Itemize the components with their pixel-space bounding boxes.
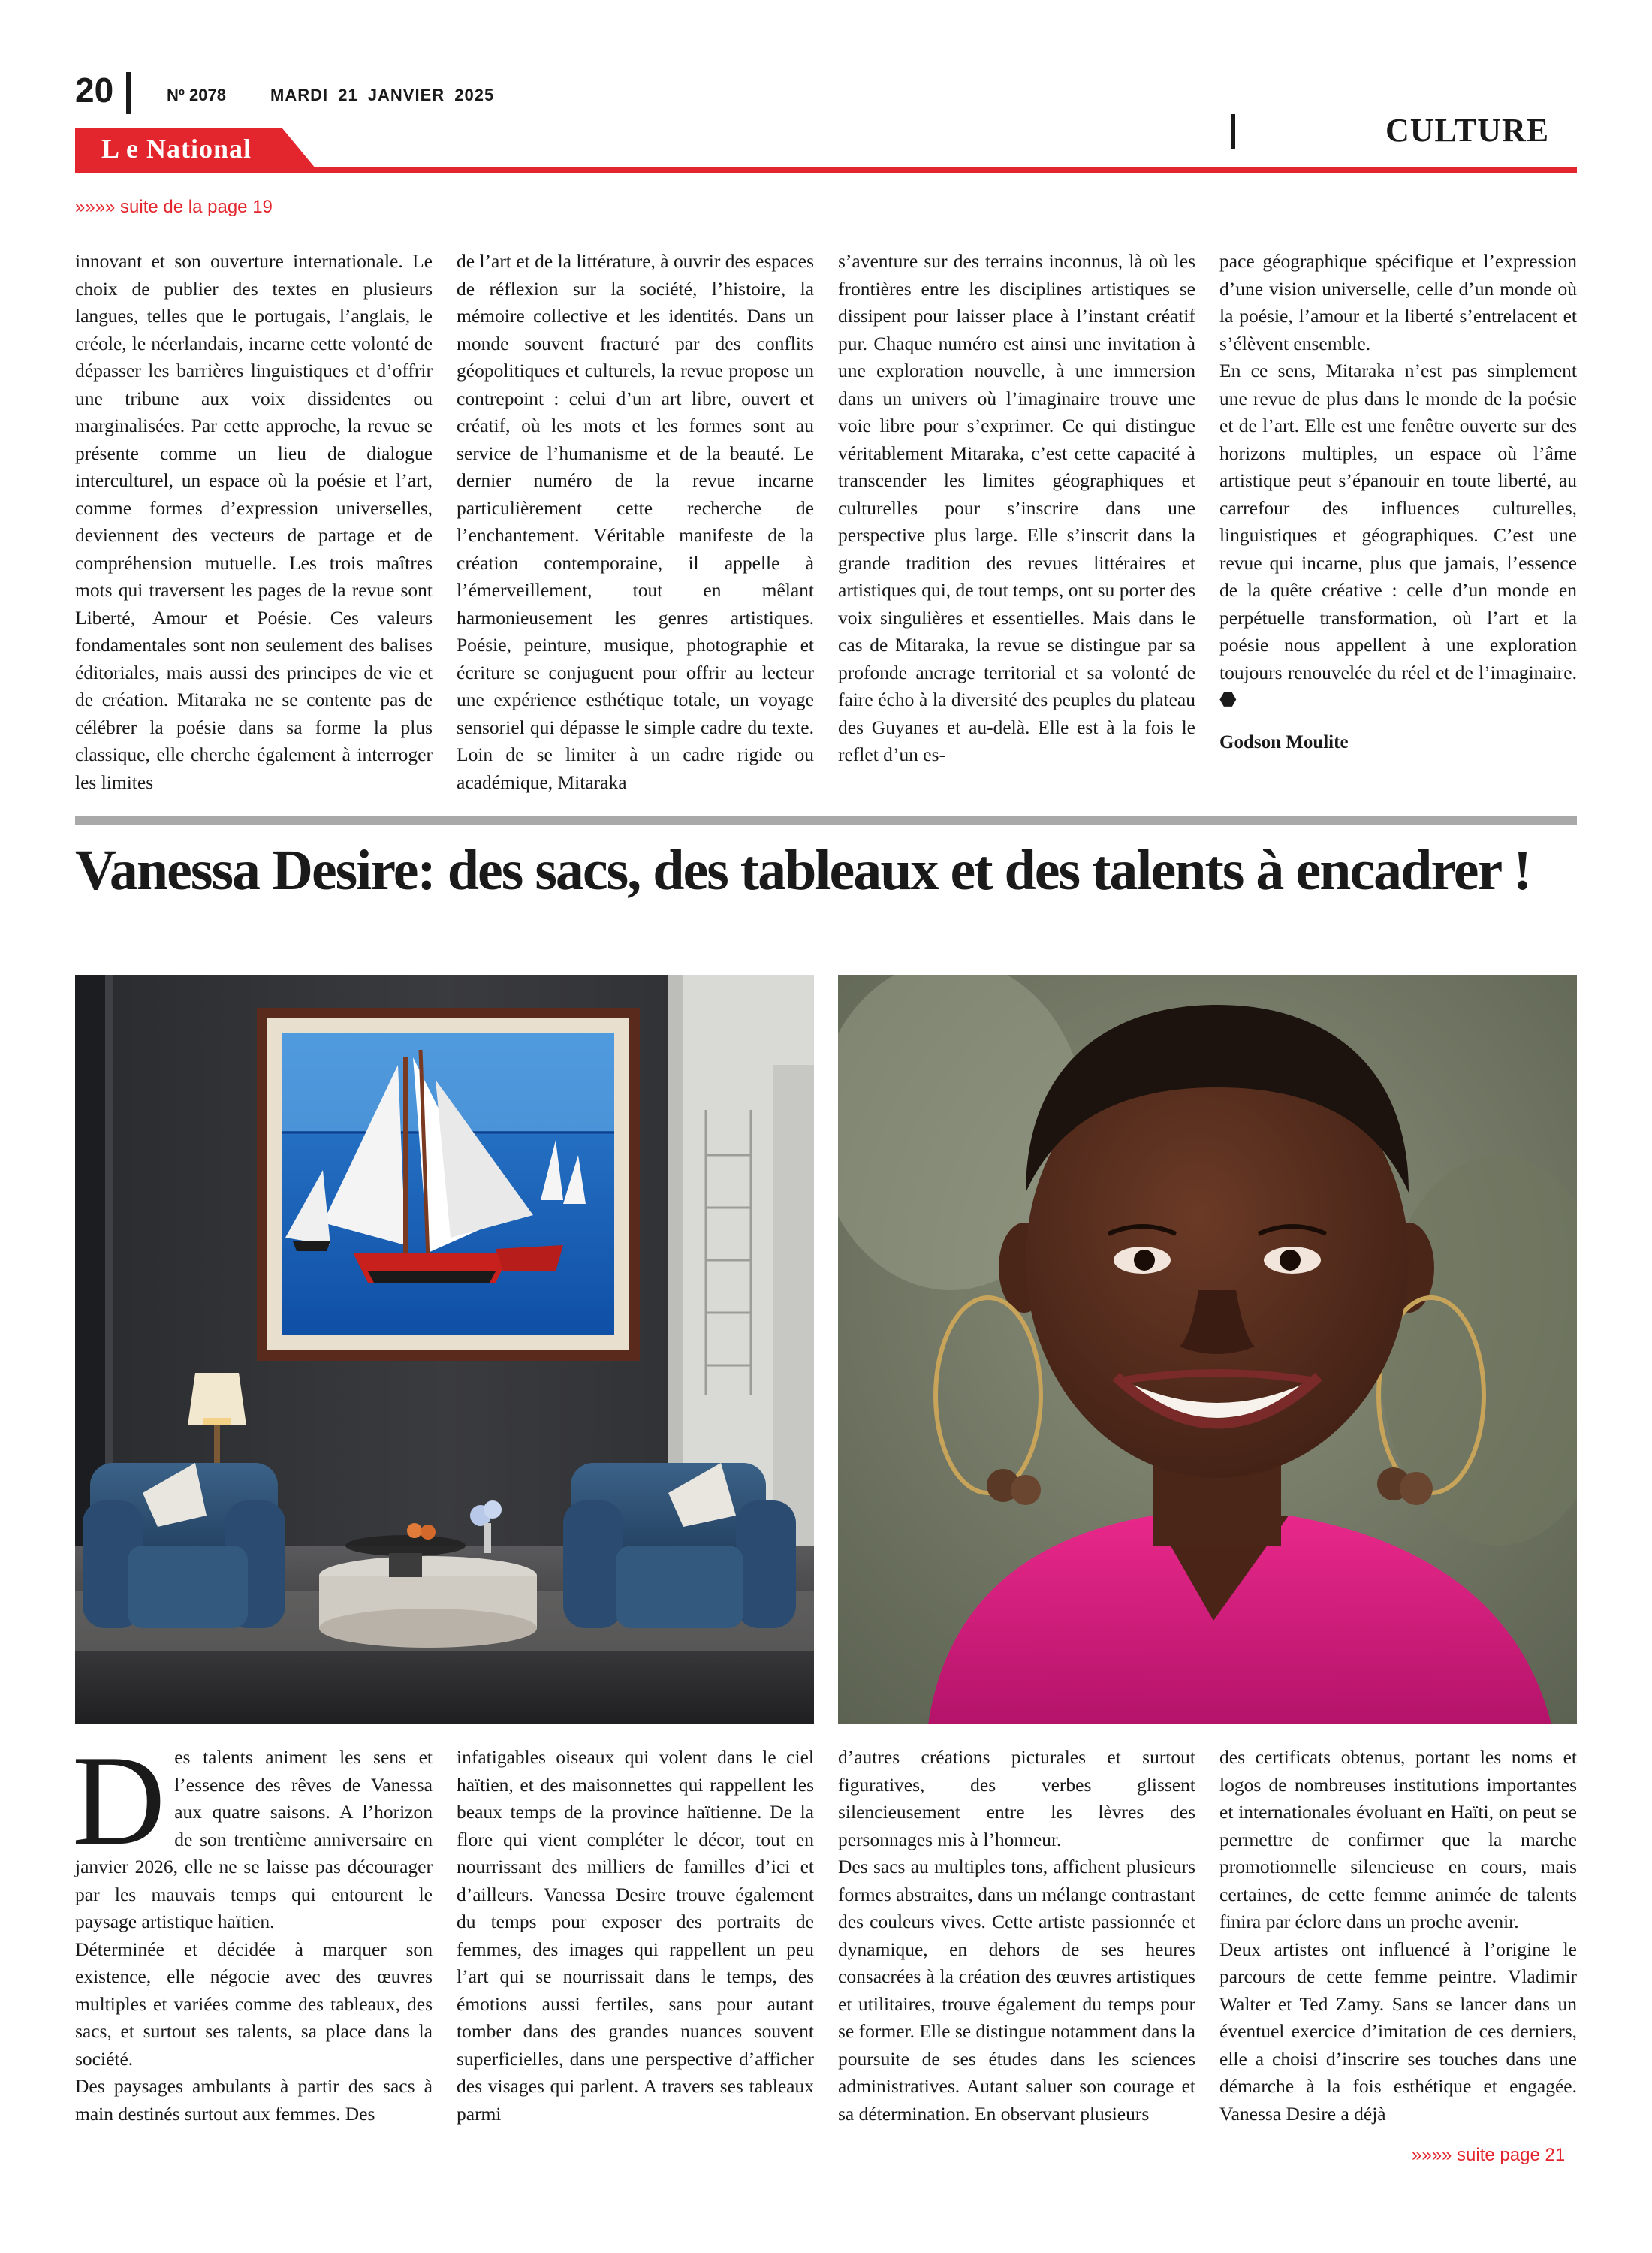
feature-column-3 <box>838 1744 1195 2134</box>
feature-headline: Vanessa Desire: des sacs, des tableaux et des talents à encadrer ! <box>75 839 1531 902</box>
header-rule <box>75 167 1577 173</box>
paragraph: d’autres créations picturales et surtout figuratives, des verbes glissent silencieusement entre les lèvres des personnages mis à l’honneur. <box>838 1746 1195 1850</box>
top-article-column-1 <box>75 248 433 796</box>
paragraph: s’aventure sur des terrains inconnus, là où les frontières entre les disciplines artistiques se dissipent pour laisser place à l’instant créatif pur. Chaque numéro est ainsi une invitation à une exploration nouvelle, à une immersion dans un univers où l’imaginaire trouve une voie libre pour s’exprimer. Ce qui distingue véritablement Mitaraka, c’est cette capacité à transcender les limites géographiques et culturelles pour s’inscrire dans une perspective plus large. Elle s’inscrit dans la grande tradition des revues littéraires et artistiques qui, de tout temps, ont su porter des voix singulières et essentielles. Mais dans le cas de Mitaraka, la revue se distingue par sa profonde ancrage territorial et sa volonté de faire écho à la diversité des peuples du plateau des Guyanes et au-delà. Elle est à la fois le reflet d’un es- <box>838 250 1195 765</box>
paragraph: Déterminée et décidée à marquer son existence, elle négocie avec des œuvres multiples et variées comme des tableaux, des sacs, et surtout ses talents, sa place dans la société. <box>75 1938 433 2070</box>
feature-column-1 <box>72 1730 433 2134</box>
living-room-painting-photo <box>75 975 814 1724</box>
paragraph <box>72 1730 433 1936</box>
section-title: CULTURE <box>1385 112 1550 149</box>
paragraph: infatigables oiseaux qui volent dans le ciel haïtien, et des maisonnettes qui rappellent les beaux temps de la province haïtienne. De la flore qui vient compléter le décor, tout en nourrissant des milliers de familles d’ici et d’ailleurs. Vanessa Desire trouve également du temps pour exposer des portraits de femmes, des images qui rappellent un peu l’art qui se nourrissait dans le temps, des émotions aussi fertiles, sans pour autant tomber dans des grandes nuances souvent superficielles, dans une perspective d’afficher des visages qui parlent. A travers ses tableaux parmi <box>457 1746 814 2125</box>
paragraph: Des paysages ambulants à partir des sacs à main destinés surtout aux femmes. Des <box>75 2075 433 2125</box>
feature-column-2 <box>457 1744 814 2134</box>
article-author: Godson Moulite <box>1219 731 1349 753</box>
paragraph: Des sacs au multiples tons, affichent plusieurs formes abstraites, dans un mélange contrastant des couleurs vives. Cette artiste passionnée et dynamique, en dehors de ses heures consacrées à la création des œuvres artistiques et utilitaires, trouve également du temps pour se former. Elle se distingue notamment dans la poursuite de ses études dans les sciences administratives. Autant saluer son courage et sa détermination. En observant plusieurs <box>838 1856 1195 2125</box>
paragraph-text: En ce sens, Mitaraka n’est pas simplement une revue de plus dans le monde de la poésie et de l’art. Elle est une fenêtre ouverte sur des horizons multiples, un espace où l’âme artistique peut s’épanouir en toute liberté, au carrefour des influences culturelles, linguistiques et géographiques. C’est une revue qui incarne, plus que jamais, l’essence de la quête créative : celle d’un monde en perpétuelle transformation, où l’art et la poésie nous appellent à une exploration toujours renouvelée du réel et de l’imaginaire. <box>1219 360 1577 683</box>
paragraph <box>1219 357 1577 714</box>
paragraph: Deux artistes ont influencé à l’origine le parcours de cette femme peintre. Vladimir Walter et Ted Zamy. Sans se lancer dans un éventuel exercice d’imitation de ces derniers, elle a choisi d’inscrire ses touches dans une démarche à la fois esthétique et engagée. Vanessa Desire a déjà <box>1219 1938 1577 2125</box>
paragraph: de l’art et de la littérature, à ouvrir des espaces de réflexion sur la société, l’histoire, la mémoire collective et les identités. Dans un monde souvent fracturé par des conflits géopolitiques et culturels, la revue propose un contrepoint : celui d’un art libre, ouvert et créatif, où les mots et les formes sont au service de l’humanisme et de la beauté. Le dernier numéro de la revue incarne particulièrement cette recherche de l’enchantement. Véritable manifeste de la création contemporaine, il appelle à l’émerveillement, tout en mêlant harmonieusement les genres artistiques. Poésie, peinture, musique, photographie et écriture se conjuguent pour offrir au lecteur une expérience esthétique totale, un voyage sensoriel qui dépasse le simple cadre du texte. Loin de se limiter à un cadre rigide ou académique, Mitaraka <box>457 250 814 793</box>
paragraph: pace géographique spécifique et l’expression d’une vision universelle, celle d’un monde où la poésie, l’amour et la liberté s’entrelacent et s’élèvent ensemble. <box>1219 250 1577 354</box>
page-number-divider <box>126 72 131 114</box>
issue-number: Nº 2078 <box>167 86 226 104</box>
continued-to-link[interactable]: »»»» suite page 21 <box>1412 2145 1566 2165</box>
continued-from-link[interactable]: »»»» suite de la page 19 <box>75 197 273 217</box>
top-article-column-4 <box>1219 248 1577 796</box>
article-separator <box>75 816 1577 825</box>
feature-column-4 <box>1219 1744 1577 2134</box>
paragraph: des certificats obtenus, portant les noms et logos de nombreuses institutions importantes et internationales évoluant en Haïti, on peut se permettre de confirmer que la marche promotionnelle silencieuse en cours, mais certaines, de cette femme animée de talents finira par éclore dans un proche avenir. <box>1219 1746 1577 1932</box>
issue-date: MARDI 21 JANVIER 2025 <box>270 86 495 104</box>
page-number: 20 <box>75 71 114 110</box>
paragraph-text: es talents animent les sens et l’essence des rêves de Vanessa aux quatre saisons. A l’horizon de son trentième anniversaire en janvier 2026, elle ne se laisse pas décourager par les mauvais temps qui entourent le paysage artistique haïtien. <box>75 1746 433 1932</box>
end-mark-icon: ⬣ <box>1219 689 1237 710</box>
paragraph: innovant et son ouverture internationale. Le choix de publier des textes en plusieurs langues, telles que le portugais, l’anglais, le créole, le néerlandais, incarne cette volonté de dépasser les barrières linguistiques et d’offrir une tribune aux voix dissidentes ou marginalisées. Par cette approche, la revue se présente comme un lieu de dialogue interculturel, un espace où la poésie et l’art, comme formes d’expression universelles, deviennent des vecteurs de partage et de compréhension mutuelle. Les trois maîtres mots qui traversent les pages de la revue sont Liberté, Amour et Poésie. Ces valeurs fondamentales sont non seulement des balises éditoriales, mais aussi des principes de vie et de création. Mitaraka ne se contente pas de célébrer la poésie dans sa forme la plus classique, elle cherche également à interroger les limites <box>75 250 433 793</box>
section-divider <box>1231 114 1235 149</box>
top-article-column-2 <box>457 248 814 796</box>
masthead-logo: L e National <box>101 134 252 164</box>
vanessa-desire-portrait-photo <box>838 975 1577 1724</box>
drop-cap: D <box>72 1730 166 1872</box>
top-article-column-3 <box>838 248 1195 796</box>
